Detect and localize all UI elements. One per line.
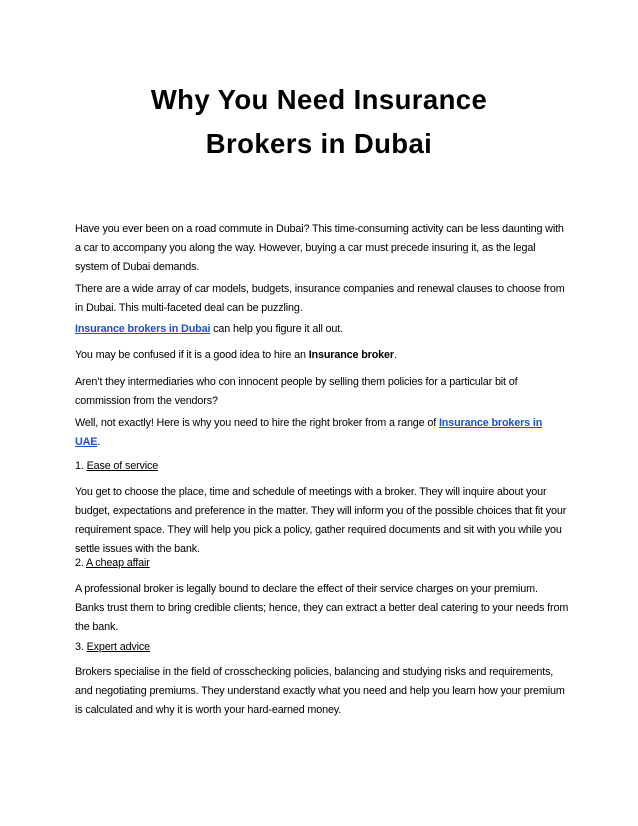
section-2-body: A professional broker is legally bound to declare the effect of their service charges on your premium. Banks trust them to bring credible clients; hence, they can extract a better deal catering to your needs from the bank. bbox=[75, 583, 569, 633]
paragraph-confused bbox=[75, 346, 569, 365]
link-insurance-brokers-uae[interactable]: Insurance brokers in UAE bbox=[75, 417, 543, 448]
section-3-body: Brokers specialise in the field of crosschecking policies, balancing and studying risks and requirements, and negotiating premiums. They understand exactly what you need and help you learn how your premium is calculated and why it is worth your hard-earned money. bbox=[75, 666, 565, 716]
section-3-title: Expert advice bbox=[86, 641, 151, 653]
section-1-title: Ease of service bbox=[86, 460, 159, 472]
section-1-number: 1. bbox=[75, 460, 87, 472]
page-title bbox=[0, 78, 638, 166]
paragraph-brokers-help bbox=[75, 320, 569, 339]
title-line-2: Brokers in Dubai bbox=[205, 128, 433, 159]
paragraph-why-hire bbox=[75, 414, 569, 452]
paragraph-why-hire-text: Well, not exactly! Here is why you need to hire the right broker from a range of bbox=[75, 417, 439, 429]
paragraph-why-hire-end: . bbox=[97, 436, 101, 448]
link-insurance-brokers-dubai[interactable]: Insurance brokers in Dubai bbox=[75, 323, 211, 335]
section-1-heading bbox=[75, 457, 569, 476]
paragraph-intermediaries: Aren’t they intermediaries who con innocent people by selling them policies for a particular bit of commission from the vendors? bbox=[75, 376, 518, 407]
section-3-number: 3. bbox=[75, 641, 87, 653]
section-2-heading bbox=[75, 554, 569, 573]
intro-paragraph: Have you ever been on a road commute in Dubai? This time-consuming activity can be less daunting with a car to accompany you along the way. However, buying a car must precede insuring it, as the legal system of Dubai demands. bbox=[75, 223, 564, 273]
paragraph-confused-text: You may be confused if it is a good idea to hire an bbox=[75, 349, 309, 361]
section-2-number: 2. bbox=[75, 557, 86, 569]
paragraph-car-models: There are a wide array of car models, budgets, insurance companies and renewal clauses to choose from in Dubai. This multi-faceted deal can be puzzling. bbox=[75, 283, 565, 314]
paragraph-confused-end: . bbox=[393, 349, 397, 361]
title-line-1: Why You Need Insurance bbox=[150, 84, 488, 115]
section-1-body: You get to choose the place, time and schedule of meetings with a broker. They will inquire about your budget, expectations and preference in the matter. They will inform you of the possible choices that fit your requirement space. They will help you pick a policy, gather required documents and sit with you while you settle issues with the bank. bbox=[75, 486, 567, 555]
insurance-broker-bold: Insurance broker bbox=[308, 349, 394, 361]
section-2-title: A cheap affair bbox=[85, 557, 150, 569]
paragraph-brokers-help-text: can help you figure it all out. bbox=[210, 323, 343, 335]
section-3-heading bbox=[75, 638, 569, 657]
